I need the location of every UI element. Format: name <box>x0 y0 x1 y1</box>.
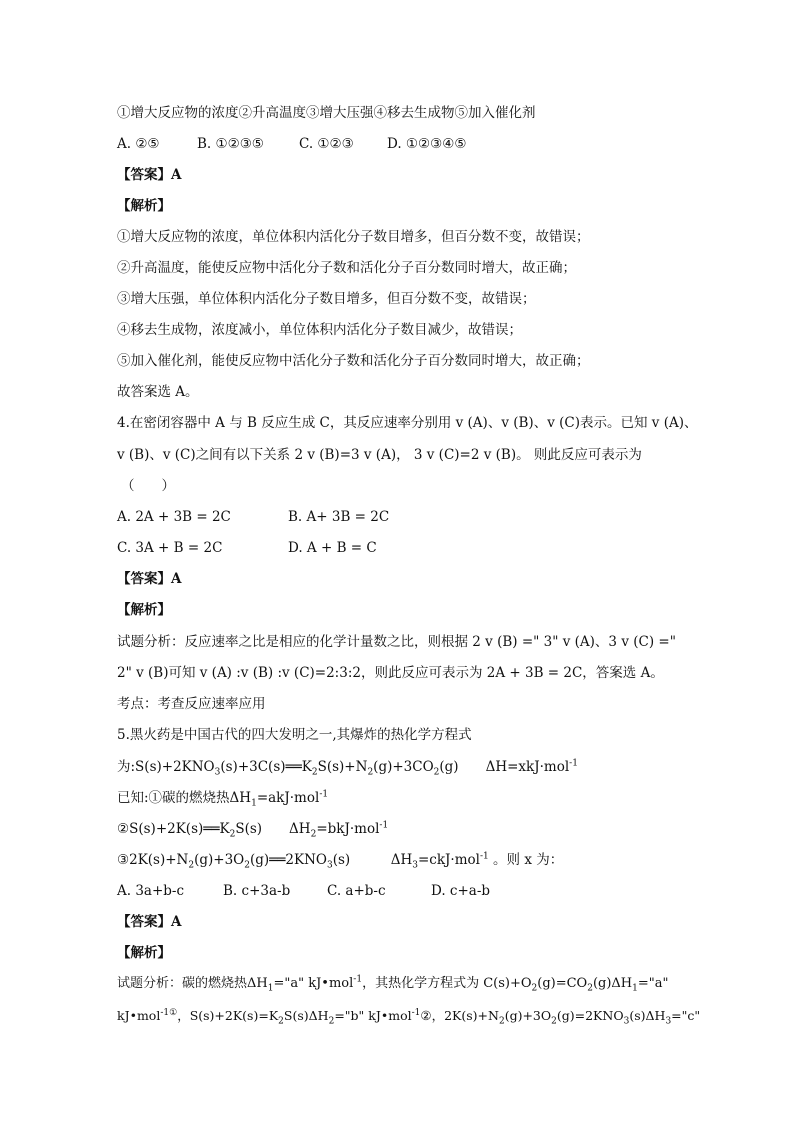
q3-analysis-line: ⑤加入催化剂，能使反应物中活化分子数和活化分子百分数同时增大，故正确； <box>117 353 590 369</box>
q5-analysis-label: 【解析】 <box>117 945 171 961</box>
q3-answer: 【答案】A <box>117 167 182 183</box>
q3-option-d: D. ①②③④⑤ <box>387 136 467 152</box>
q3-analysis-label: 【解析】 <box>117 198 171 214</box>
q5-analysis-line: 试题分析：碳的燃烧热$\Delta H_1="a$" kJ•mol$^{-1}$，其热化学方程式为 $C(s)+O_2(g)=CO_2(g)\Delta H_1="a$" <box>117 974 669 994</box>
q4-options-row <box>117 508 389 526</box>
q5-option-a: A. 3a+b-c <box>117 883 185 899</box>
q3-intro: ①增大反应物的浓度②升高温度③增大压强④移去生成物⑤加入催化剂 <box>117 105 536 121</box>
q5-answer: 【答案】A <box>117 914 182 930</box>
q3-option-b: B. ①②③⑤ <box>197 136 264 152</box>
q4-answer-blank: （ ） <box>121 478 175 494</box>
q3-analysis-line: ③增大压强，单位体积内活化分子数目增多，但百分数不变，故错误； <box>117 291 536 307</box>
q3-options <box>117 135 466 153</box>
q4-analysis-line: 2" v (B)可知 v (A) :v (B) :v (C)=2:3:2，则此反应可表示为 2A + 3B = 2C，答案选 A。 <box>117 665 664 681</box>
q4-analysis-label: 【解析】 <box>117 602 171 618</box>
q4-answer: 【答案】A <box>117 571 182 587</box>
q5-option-d: D. c+a-b <box>431 883 491 899</box>
q5-options <box>117 882 490 900</box>
q5-main-equation: 为$:S(s)+2KNO_3(s)+3C(s)══K_2S(s)+N_2(g)+3CO_2(g)$ ΔH=xkJ·mol$^{-1}$ <box>117 758 578 778</box>
q4-analysis-line: 试题分析：反应速率之比是相应的化学计量数之比，则根据 2 v (B) =" 3" v (A)、3 v (C) =" <box>117 634 676 650</box>
q5-option-c: C. a+b-c <box>327 883 386 899</box>
q5-option-b: B. c+3a-b <box>223 883 291 899</box>
q3-analysis-line: ④移去生成物，浓度减小，单位体积内活化分子数目减少，故错误； <box>117 322 522 338</box>
q3-analysis-line: ②升高温度，能使反应物中活化分子数和活化分子百分数同时增大，故正确； <box>117 260 576 276</box>
q4-options-row <box>117 539 377 557</box>
q3-conclusion: 故答案选 A。 <box>117 384 199 400</box>
q5-stem-line: 5.黑火药是中国古代的四大发明之一,其爆炸的热化学方程式 <box>117 727 472 743</box>
q5-known-2: $②S(s)+2K(s)══K_2S(s)$ $\Delta H_2=bkJ\cdot mol^{-1}$ <box>117 820 389 840</box>
q5-analysis-line: kJ•mol$^{-1①}$，$S(s)+2K(s)=K_2S(s)\Delta H_2="b$" kJ•mol$^{-1}$②，$2K(s)+N_2(g)+3O_2(g)=2KNO_3(s)\Delta H_3="c$" <box>117 1007 701 1027</box>
q5-known-1: 已知:①碳的燃烧热$\Delta H_1=akJ\cdot mol^{-1}$ <box>117 789 329 809</box>
q3-analysis-line: ①增大反应物的浓度，单位体积内活化分子数目增多，但百分数不变，故错误； <box>117 229 590 245</box>
q4-option-d: D. A + B = C <box>288 540 377 556</box>
q4-option-c: C. 3A + B = 2C <box>117 540 223 556</box>
q5-known-3: $③2K(s)+N_2(g)+3O_2(g)══2KNO_3(s)$ $\Delta H_3=ckJ\cdot mol^{-1}$ 。则 x 为： <box>117 851 564 871</box>
q4-exam-point: 考点：考查反应速率应用 <box>117 696 266 712</box>
q4-stem-line: v (B)、v (C)之间有以下关系 2 v (B)=3 v (A)， 3 v (C)=2 v (B)。 则此反应可表示为 <box>117 447 642 463</box>
q3-option-a: A. ②⑤ <box>117 136 160 152</box>
q4-stem-line: 4.在密闭容器中 A 与 B 反应生成 C，其反应速率分别用 v (A)、v (B)、v (C)表示。已知 v (A)、 <box>117 415 698 431</box>
q4-option-a: A. 2A + 3B = 2C <box>117 509 231 525</box>
q3-option-c: C. ①②③ <box>299 136 354 152</box>
q4-option-b: B. A+ 3B = 2C <box>288 509 390 525</box>
